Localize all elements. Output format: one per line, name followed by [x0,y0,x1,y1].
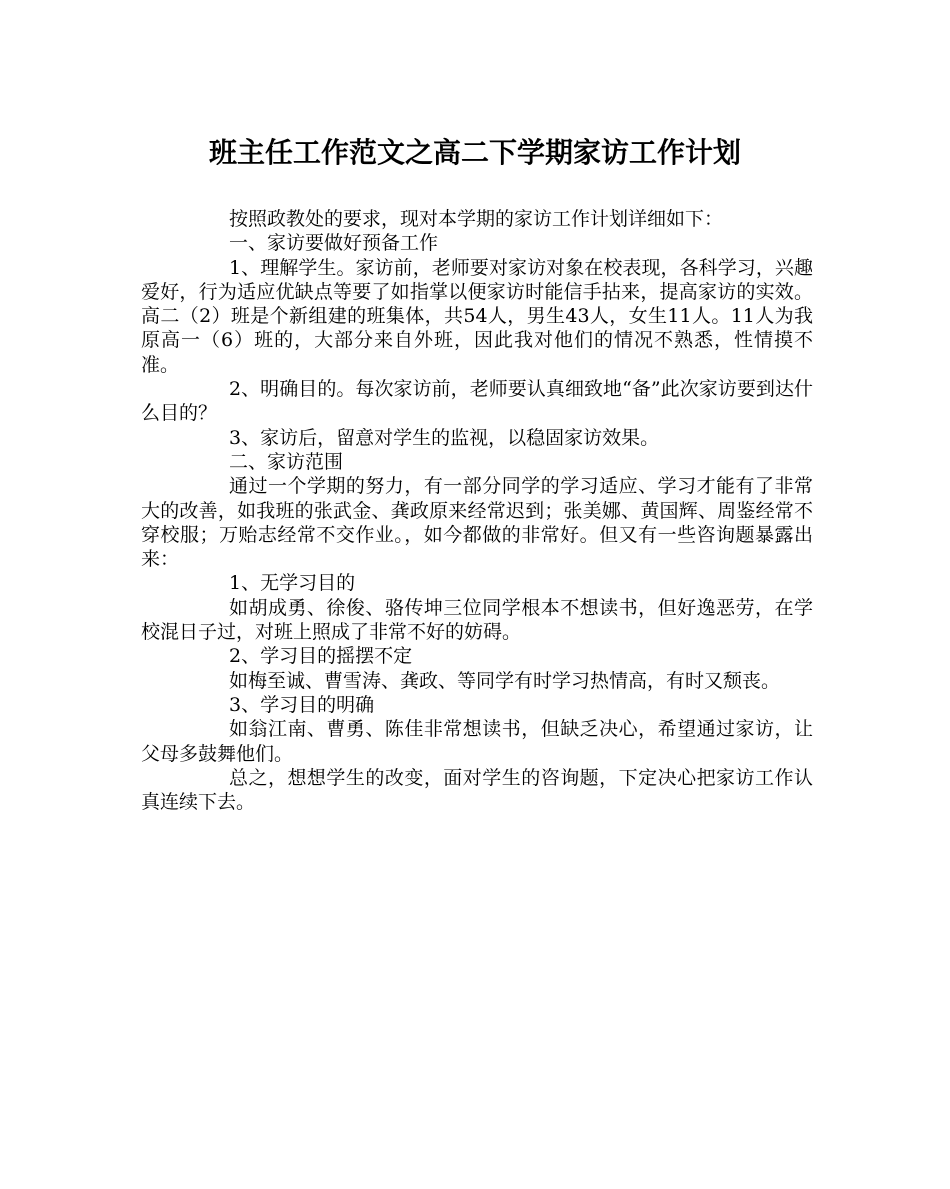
body-paragraph: 如梅至诚、曹雪涛、龚政、等同学有时学习热情高，有时又颓丧。 [229,669,781,692]
subsection-heading: 2、学习目的摇摆不定 [229,645,413,668]
body-paragraph: 2、明确目的。每次家访前，老师要认真细致地“备”此次家访要到达什么目的？ [141,378,813,425]
body-paragraph: 通过一个学期的努力，有一部分同学的学习适应、学习才能有了非常大的改善，如我班的张武金、龚政原来经常迟到；张美娜、黄国辉、周鉴经常不穿校服；万贻志经常不交作业。，如今都做的非常好。但又有一些咨询题暴露出来： [141,475,813,571]
section-heading: 二、家访范围 [229,450,344,473]
closing-paragraph: 总之，想想学生的改变，面对学生的咨询题，下定决心把家访工作认真连续下去。 [141,766,813,814]
subsection-heading: 1、无学习目的 [229,572,356,595]
subsection-heading: 3、学习目的明确 [229,693,375,716]
intro-paragraph: 按照政教处的要求，现对本学期的家访工作计划详细如下： [229,208,724,230]
body-paragraph: 如翁江南、曹勇、陈佳非常想读书，但缺乏决心，希望通过家访，让父母多鼓舞他们。 [141,718,813,765]
document-body [141,207,813,814]
document-title: 班主任工作范文之高二下学期家访工作计划 [208,136,741,169]
body-paragraph: 3、家访后，留意对学生的监视，以稳固家访效果。 [229,426,660,449]
body-paragraph: 如胡成勇、徐俊、骆传坤三位同学根本不想读书，但好逸恶劳，在学校混日子过，对班上照成了非常不好的妨碍。 [141,596,813,644]
section-heading: 一、家访要做好预备工作 [229,232,439,255]
body-paragraph: 1、理解学生。家访前，老师要对家访对象在校表现，各科学习，兴趣爱好，行为适应优缺点等要了如指掌以便家访时能信手拈来，提高家访的实效。高二（2）班是个新组建的班集体，共54人，男生43人，女生11人。11人为我原高一（6）班的，大部分来自外班，因此我对他们的情况不熟悉，性情摸不准。 [141,256,813,376]
